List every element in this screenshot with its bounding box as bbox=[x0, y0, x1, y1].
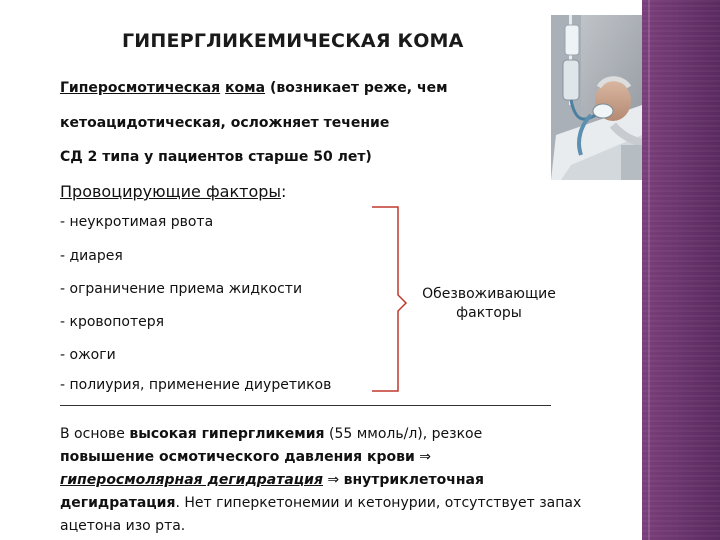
conclusion-text: (55 ммоль/л), резкое bbox=[324, 426, 483, 442]
implies-arrow: ⇒ bbox=[414, 449, 431, 465]
conclusion-text: . Нет гиперкетонемии и кетонурии, отсутствует запах ацетона изо рта. bbox=[60, 495, 582, 534]
conclusion-text: В основе bbox=[60, 426, 130, 442]
factor-item: - полиурия, применение диуретиков bbox=[60, 377, 332, 393]
factor-item: - кровопотеря bbox=[60, 314, 165, 330]
intro-line-3: СД 2 типа у пациентов старше 50 лет) bbox=[60, 149, 372, 165]
decorative-side-band bbox=[642, 0, 720, 540]
factor-item: - неукротимая рвота bbox=[60, 214, 214, 230]
dehydrating-factors-label bbox=[408, 285, 570, 323]
intro-coma: кома bbox=[225, 80, 266, 96]
conclusion-bold: повышение осмотического давления крови bbox=[60, 449, 415, 465]
provoking-factors-heading-text: Провоцирующие факторы bbox=[60, 182, 282, 201]
conclusion-italic-term: гиперосмолярная дегидратация bbox=[60, 472, 323, 488]
implies-arrow: ⇒ bbox=[322, 472, 344, 488]
page-title: ГИПЕРГЛИКЕМИЧЕСКАЯ КОМА bbox=[122, 30, 464, 52]
factor-item: - ожоги bbox=[60, 347, 116, 363]
patient-photo bbox=[551, 15, 642, 180]
intro-line-1 bbox=[60, 80, 448, 96]
section-divider bbox=[60, 405, 551, 406]
conclusion-paragraph bbox=[60, 423, 600, 538]
conclusion-bold: высокая гипергликемия bbox=[129, 426, 325, 442]
intro-line-2: кетоацидотическая, осложняет течение bbox=[60, 115, 390, 131]
conclusion-bold: внутриклеточная дегидратация bbox=[60, 472, 484, 511]
intro-term: Гиперосмотическая bbox=[60, 80, 221, 96]
factor-item: - диарея bbox=[60, 248, 123, 264]
dehydrating-factors-label-line-1: Обезвоживающие bbox=[422, 286, 556, 302]
grouping-bracket bbox=[370, 205, 410, 395]
patient-in-hospital-bed-image bbox=[551, 15, 642, 180]
dehydrating-factors-label-line-2: факторы bbox=[456, 305, 522, 321]
factor-item: - ограничение приема жидкости bbox=[60, 281, 303, 297]
intro-note: (возникает реже, чем bbox=[269, 80, 448, 96]
provoking-factors-heading bbox=[60, 182, 286, 201]
provoking-factors-heading-colon: : bbox=[281, 182, 287, 201]
